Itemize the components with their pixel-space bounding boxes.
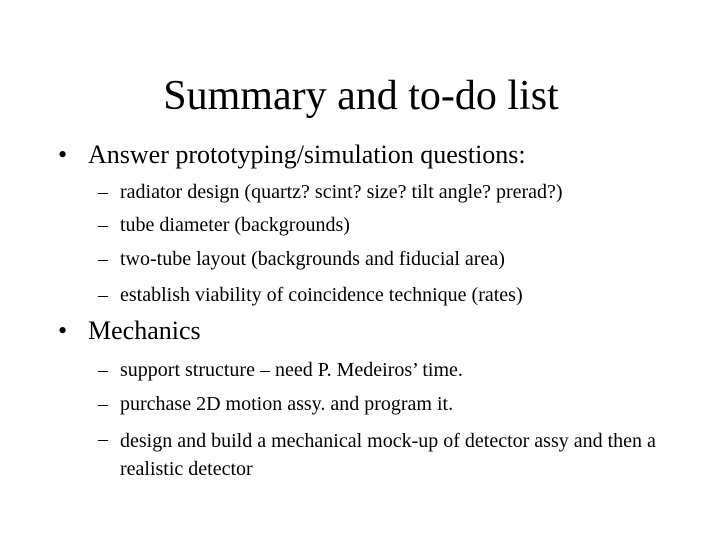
bullet-item-mechanics bbox=[58, 315, 201, 347]
bullet-marker: • bbox=[58, 316, 68, 345]
sub-item-text: design and build a mechanical mock-up of detector assy and then a realistic detector bbox=[120, 430, 656, 480]
sub-item-text: establish viability of coincidence technique (rates) bbox=[120, 284, 523, 306]
dash-marker: – bbox=[98, 393, 108, 415]
dash-marker: – bbox=[98, 248, 108, 270]
sub-item-text: radiator design (quartz? scint? size? tilt angle? prerad?) bbox=[120, 181, 563, 203]
dash-marker: – bbox=[98, 428, 108, 450]
sub-item-text: support structure – need P. Medeiros’ time. bbox=[120, 359, 463, 381]
dash-marker: – bbox=[98, 181, 108, 203]
dash-marker: – bbox=[98, 214, 108, 236]
dash-marker: – bbox=[98, 284, 108, 306]
sub-item-text: two-tube layout (backgrounds and fiducial area) bbox=[120, 248, 505, 270]
slide-title: Summary and to-do list bbox=[163, 73, 559, 119]
bullet-marker: • bbox=[58, 140, 68, 169]
bullet-label: Mechanics bbox=[88, 316, 201, 345]
sub-item-text: purchase 2D motion assy. and program it. bbox=[120, 393, 454, 415]
sub-item-text: tube diameter (backgrounds) bbox=[120, 214, 350, 236]
dash-marker: – bbox=[98, 359, 108, 381]
bullet-label: Answer prototyping/simulation questions: bbox=[88, 140, 526, 169]
bullet-item-prototyping bbox=[58, 139, 526, 171]
